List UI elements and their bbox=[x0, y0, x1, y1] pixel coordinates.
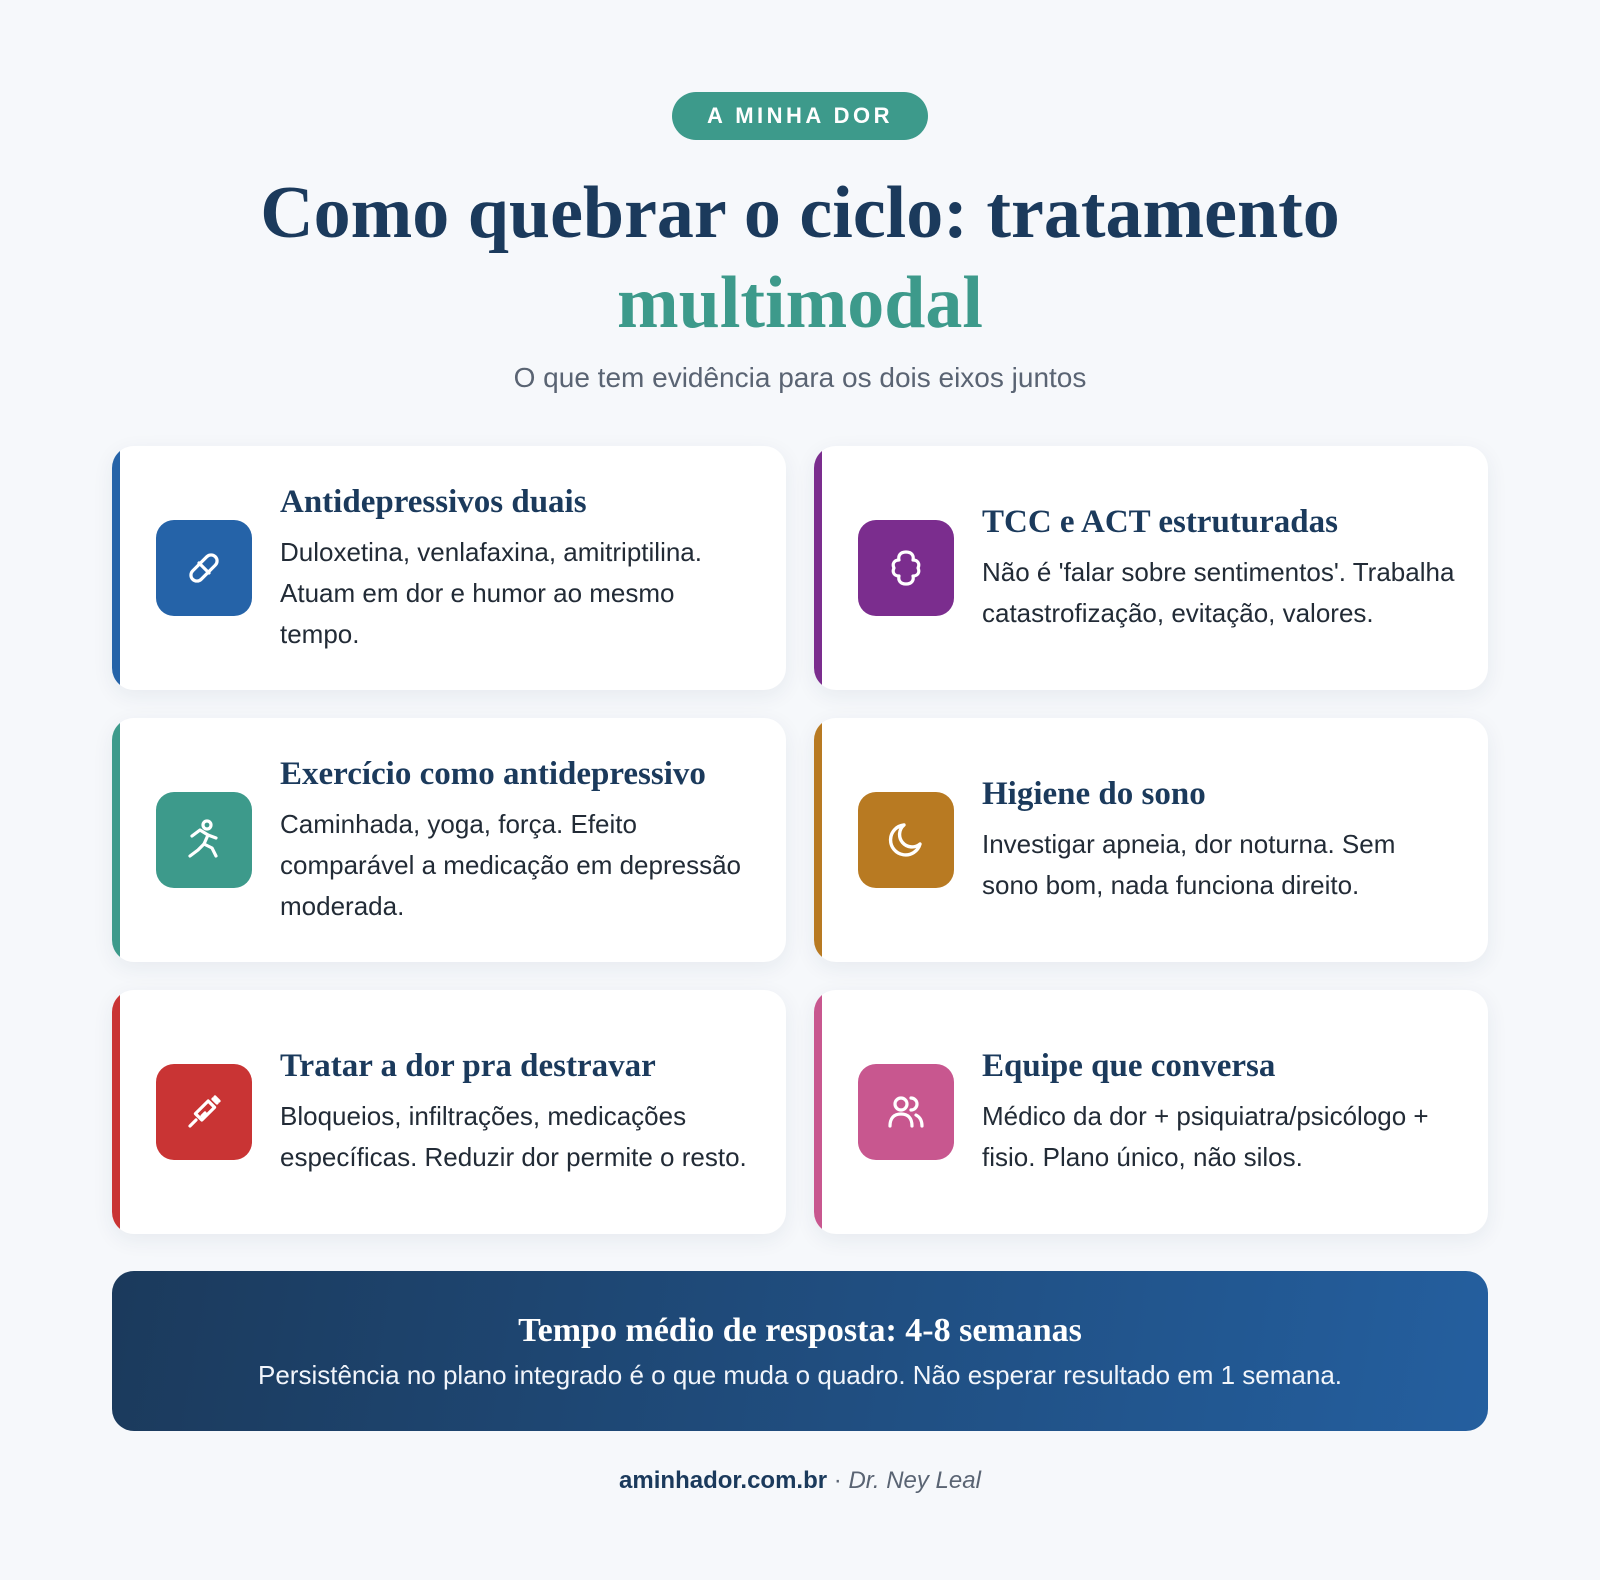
card-description: Caminhada, yoga, força. Efeito comparável a medicação em depressão moderada. bbox=[280, 808, 742, 921]
card-icon-box bbox=[156, 520, 252, 616]
response-time-banner bbox=[112, 1271, 1488, 1431]
footer-separator: · bbox=[833, 1467, 842, 1494]
card-title: Antidepressivos duais bbox=[280, 483, 587, 520]
category-badge: A MINHA DOR bbox=[672, 92, 928, 140]
card-description: Não é 'falar sobre sentimentos'. Trabalha catastrofização, evitação, valores. bbox=[982, 557, 1455, 628]
banner-text: Persistência no plano integrado é o que muda o quadro. Não esperar resultado em 1 semana. bbox=[257, 1360, 1342, 1390]
card-accent-bar bbox=[112, 718, 120, 962]
pill-icon bbox=[180, 544, 228, 592]
footer-site-link[interactable]: aminhador.com.br bbox=[619, 1467, 828, 1494]
card-title: Equipe que conversa bbox=[982, 1048, 1276, 1084]
banner-title: Tempo médio de resposta: 4-8 semanas bbox=[518, 1312, 1082, 1349]
page-title bbox=[0, 168, 1600, 348]
moon-icon bbox=[882, 816, 930, 864]
card-equipe bbox=[814, 990, 1488, 1234]
card-tratar-dor bbox=[112, 990, 786, 1234]
running-icon bbox=[180, 816, 228, 864]
card-tcc-act bbox=[814, 446, 1488, 690]
page-subtitle: O que tem evidência para os dois eixos juntos bbox=[513, 362, 1087, 393]
card-icon-box bbox=[858, 520, 954, 616]
card-description: Médico da dor + psiquiatra/psicólogo + fisio. Plano único, não silos. bbox=[982, 1101, 1429, 1172]
card-title: Tratar a dor pra destravar bbox=[280, 1048, 656, 1084]
card-description: Investigar apneia, dor noturna. Sem sono bom, nada funciona direito. bbox=[982, 829, 1396, 900]
syringe-icon bbox=[180, 1088, 228, 1136]
card-accent-bar bbox=[814, 718, 822, 962]
card-description: Bloqueios, infiltrações, medicações específicas. Reduzir dor permite o resto. bbox=[280, 1101, 747, 1172]
card-antidepressivos bbox=[112, 446, 786, 690]
footer-author: Dr. Ney Leal bbox=[848, 1467, 981, 1494]
card-title: Higiene do sono bbox=[982, 776, 1206, 812]
page-title-accent: multimodal bbox=[617, 262, 983, 344]
card-description: Duloxetina, venlafaxina, amitriptilina. Atuam em dor e humor ao mesmo tempo. bbox=[280, 536, 702, 649]
card-accent-bar bbox=[112, 446, 120, 690]
card-icon-box bbox=[156, 1064, 252, 1160]
card-accent-bar bbox=[112, 990, 120, 1234]
card-icon-box bbox=[858, 792, 954, 888]
footer bbox=[0, 1467, 1600, 1495]
page-title-main: Como quebrar o ciclo: tratamento bbox=[260, 172, 1340, 254]
card-title: Exercício como antidepressivo bbox=[280, 755, 706, 792]
brain-icon bbox=[882, 544, 930, 592]
team-icon bbox=[882, 1088, 930, 1136]
card-title: TCC e ACT estruturadas bbox=[982, 504, 1338, 540]
card-accent-bar bbox=[814, 990, 822, 1234]
card-icon-box bbox=[858, 1064, 954, 1160]
card-icon-box bbox=[156, 792, 252, 888]
card-exercicio bbox=[112, 718, 786, 962]
card-sono bbox=[814, 718, 1488, 962]
card-accent-bar bbox=[814, 446, 822, 690]
